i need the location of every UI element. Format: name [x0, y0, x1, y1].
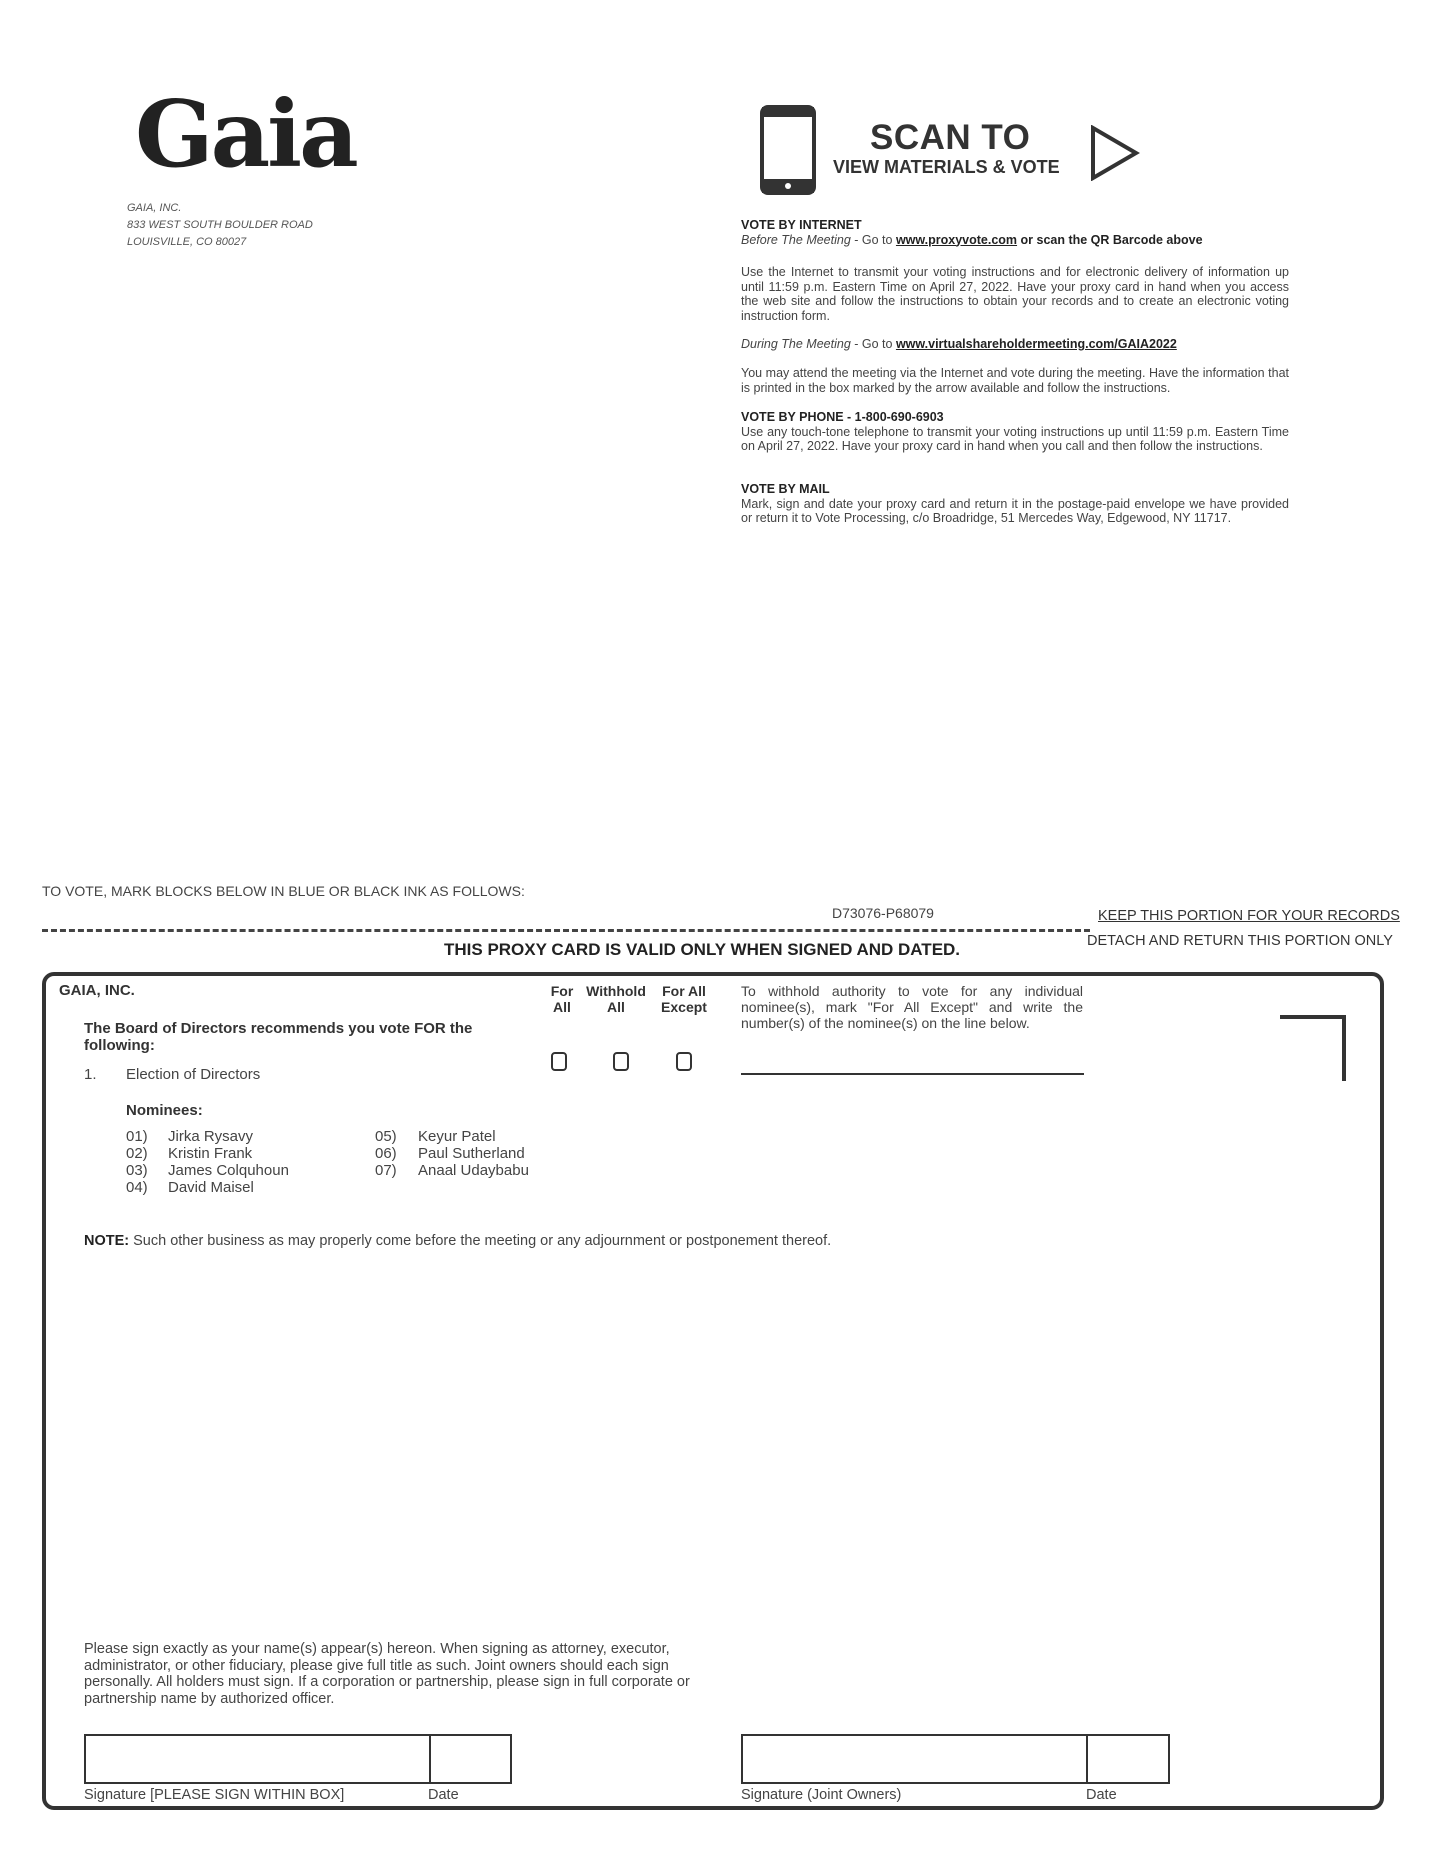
column-withhold-all: [581, 983, 651, 1015]
proposal-label: Election of Directors: [126, 1066, 261, 1083]
column-for-all-except: [656, 983, 712, 1015]
scan-title: SCAN TO: [870, 118, 1031, 157]
vote-phone-block: [741, 410, 1289, 454]
nominees-list-right: [375, 1128, 529, 1179]
note-text: Such other business as may properly come before the meeting or any adjournment or postponement thereof.: [129, 1233, 832, 1249]
column-for-all: [546, 983, 578, 1015]
signature-label: Signature [PLEASE SIGN WITHIN BOX]: [84, 1787, 345, 1803]
date-divider: [429, 1736, 431, 1782]
joint-date-label: Date: [1086, 1787, 1117, 1803]
phone-heading: VOTE BY PHONE - 1-800-690-6903: [741, 410, 944, 424]
nominee: [375, 1128, 529, 1145]
phone-body: Use any touch-tone telephone to transmit your voting instructions up until 11:59 p.m. Eastern Time on April 27, 2022. Have your proxy card in hand when you call and then follow the instructions.: [741, 424, 1289, 453]
keep-portion-label: KEEP THIS PORTION FOR YOUR RECORDS: [1098, 908, 1400, 924]
column-for-all-line2: All: [553, 999, 571, 1015]
during-body: You may attend the meeting via the Internet and vote during the meeting. Have the information that is printed in the box marked by the arrow available and follow the instructions.: [741, 366, 1289, 395]
before-meeting-label: Before The Meeting: [741, 232, 851, 247]
joint-signature-label: Signature (Joint Owners): [741, 1787, 902, 1803]
signing-instruction: Please sign exactly as your name(s) appear(s) hereon. When signing as attorney, executor, administrator, or other fiduciary, please give full title as such. Joint owners should each sign personally. All holders must sign. If a corporation or partnership, please sign in full corporate or partnership name by authorized officer.: [84, 1641, 690, 1707]
detach-portion-label: DETACH AND RETURN THIS PORTION ONLY: [1087, 933, 1393, 949]
column-for-all-line1: For: [550, 983, 574, 999]
virtual-meeting-link[interactable]: www.virtualshareholdermeeting.com/GAIA2022: [895, 337, 1177, 351]
note-label: NOTE:: [84, 1233, 130, 1249]
mark-blocks-instruction: TO VOTE, MARK BLOCKS BELOW IN BLUE OR BLACK INK AS FOLLOWS:: [42, 883, 525, 899]
joint-date-divider: [1086, 1736, 1088, 1782]
nominees-heading: Nominees:: [126, 1102, 203, 1119]
vote-mail-block: [741, 482, 1289, 526]
before-meeting-suffix: or scan the QR Barcode above: [1017, 232, 1203, 247]
proposal-number: 1.: [84, 1066, 97, 1083]
nominee-number: 02): [126, 1145, 148, 1162]
proxyvote-link[interactable]: www.proxyvote.com: [895, 232, 1018, 247]
column-except-line2: Except: [661, 999, 707, 1015]
proposal-1: [84, 1066, 260, 1083]
nominee-number: 05): [375, 1128, 397, 1145]
during-meeting-line: [741, 337, 1289, 352]
nominee: [126, 1162, 289, 1179]
control-number-corner-mark: [1280, 1015, 1346, 1081]
nominee-number: 01): [126, 1128, 148, 1145]
scan-subtitle: VIEW MATERIALS & VOTE: [833, 157, 1060, 177]
nominee: [126, 1179, 289, 1196]
before-meeting-prefix: - Go to: [850, 232, 896, 247]
valid-notice: THIS PROXY CARD IS VALID ONLY WHEN SIGNED AND DATED.: [444, 940, 961, 959]
address-line: GAIA, INC.: [127, 202, 182, 214]
gaia-logo: Gaia: [135, 80, 356, 188]
mail-heading: VOTE BY MAIL: [741, 482, 830, 496]
nominee-number: 04): [126, 1179, 148, 1196]
address-line: 833 WEST SOUTH BOULDER ROAD: [127, 219, 313, 231]
vote-internet-block: [741, 218, 1289, 247]
arrow-right-icon: [1090, 125, 1140, 181]
note: [84, 1233, 831, 1249]
for-all-except-checkbox[interactable]: [676, 1052, 692, 1071]
detach-line: [42, 929, 1090, 932]
signature-box[interactable]: [84, 1734, 512, 1784]
nominee-name: Keyur Patel: [418, 1128, 496, 1145]
nominee-name: David Maisel: [168, 1179, 254, 1196]
nominee-number: 03): [126, 1162, 148, 1179]
joint-signature-box[interactable]: [741, 1734, 1170, 1784]
during-meeting-label: During The Meeting: [741, 337, 851, 351]
control-id: D73076-P68079: [832, 905, 934, 921]
address-line: LOUISVILLE, CO 80027: [127, 236, 247, 248]
internet-body: Use the Internet to transmit your voting instructions and for electronic delivery of information up until 11:59 p.m. Eastern Time on April 27, 2022. Have your proxy card in hand when you access the web site and follow the instructions to obtain your records and to create an electronic voting instruction form.: [741, 265, 1289, 323]
internet-heading: VOTE BY INTERNET: [741, 218, 862, 232]
nominee-number: 07): [375, 1162, 397, 1179]
company-address: [127, 200, 313, 251]
before-meeting-line: [741, 233, 1289, 248]
mail-body: Mark, sign and date your proxy card and return it in the postage-paid envelope we have provided or return it to Vote Processing, c/o Broadridge, 51 Mercedes Way, Edgewood, NY 11717.: [741, 496, 1289, 525]
withhold-instruction: To withhold authority to vote for any individual nominee(s), mark "For All Except" and write the number(s) of the nominee(s) on the line below.: [741, 983, 1083, 1031]
nominee-name: Anaal Udaybabu: [418, 1162, 529, 1179]
withhold-all-checkbox[interactable]: [613, 1052, 629, 1071]
date-label: Date: [428, 1787, 459, 1803]
nominees-list-left: [126, 1128, 289, 1196]
board-recommendation: The Board of Directors recommends you vote FOR the following:: [84, 1020, 473, 1054]
smartphone-icon: [760, 105, 816, 195]
for-all-checkbox[interactable]: [551, 1052, 567, 1071]
nominee: [126, 1145, 289, 1162]
nominee: [375, 1145, 529, 1162]
nominee: [126, 1128, 289, 1145]
card-company-name: GAIA, INC.: [59, 982, 135, 999]
column-withhold-line2: All: [607, 999, 625, 1015]
nominee-name: Paul Sutherland: [418, 1145, 525, 1162]
nominee-name: Kristin Frank: [168, 1145, 253, 1162]
nominee-exception-line[interactable]: [741, 1073, 1084, 1075]
nominee-number: 06): [375, 1145, 397, 1162]
column-except-line1: For All: [662, 983, 706, 999]
column-withhold-line1: Withhold: [586, 983, 646, 999]
nominee-name: James Colquhoun: [168, 1162, 289, 1179]
during-meeting-prefix: - Go to: [850, 337, 896, 351]
nominee-name: Jirka Rysavy: [168, 1128, 254, 1145]
nominee: [375, 1162, 529, 1179]
